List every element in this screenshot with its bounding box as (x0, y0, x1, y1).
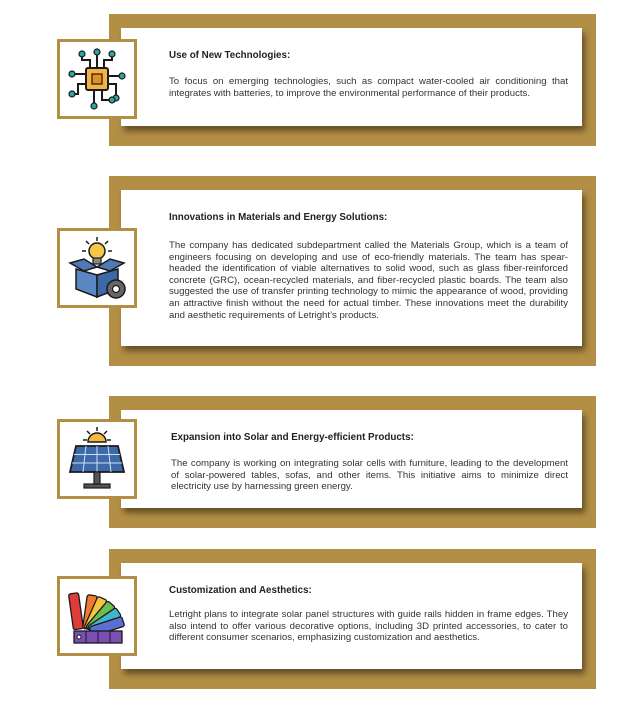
section-panel (121, 28, 582, 126)
section-heading: Customization and Aesthetics: (169, 585, 312, 596)
section-card-customization (109, 549, 596, 689)
section-body: To focus on emerging technologies, such as compact water-cooled air conditioning that integrates with batteries, to improve the environmental performance of their products. (169, 76, 568, 99)
section-heading: Innovations in Materials and Energy Solutions: (169, 212, 388, 223)
section-panel (121, 410, 582, 508)
section-heading: Use of New Technologies: (169, 50, 291, 61)
section-body: The company has dedicated subdepartment called the Materials Group, which is a team of engineers focusing on developing and use of eco-friendly materials. The team has spear-headed the identification of viable alternatives to solid wood, such as glass fiber-reinforced concrete (GRC), ocean-recycled materials, and fiber-recycled plastic boards. The team also suggested the use of transfer printing technology to mimic the appearance of wood, providing an attractive finish without the need for actual timber. These innovations meet the durability and aesthetic requirements of Letright’s products. (169, 240, 568, 321)
color-swatch-icon (57, 576, 137, 656)
section-panel (121, 190, 582, 346)
section-heading: Expansion into Solar and Energy-efficient Products: (171, 432, 414, 443)
section-panel (121, 563, 582, 669)
section-body: Letright plans to integrate solar panel structures with guide rails hidden in frame edges. They also intend to offer various decorative options, including 3D printed accessories, to cater to different consumer scenarios, emphasizing customization and aesthetics. (169, 609, 568, 644)
section-card-new-technologies (109, 14, 596, 146)
section-card-materials-energy (109, 176, 596, 366)
section-card-solar-products (109, 396, 596, 528)
circuit-chip-icon (57, 39, 137, 119)
lightbulb-box-gear-icon (57, 228, 137, 308)
solar-panel-icon (57, 419, 137, 499)
section-body: The company is working on integrating solar cells with furniture, leading to the development of solar-powered tables, sofas, and other items. This initiative aims to minimize direct electricity use by harnessing green energy. (171, 458, 568, 493)
